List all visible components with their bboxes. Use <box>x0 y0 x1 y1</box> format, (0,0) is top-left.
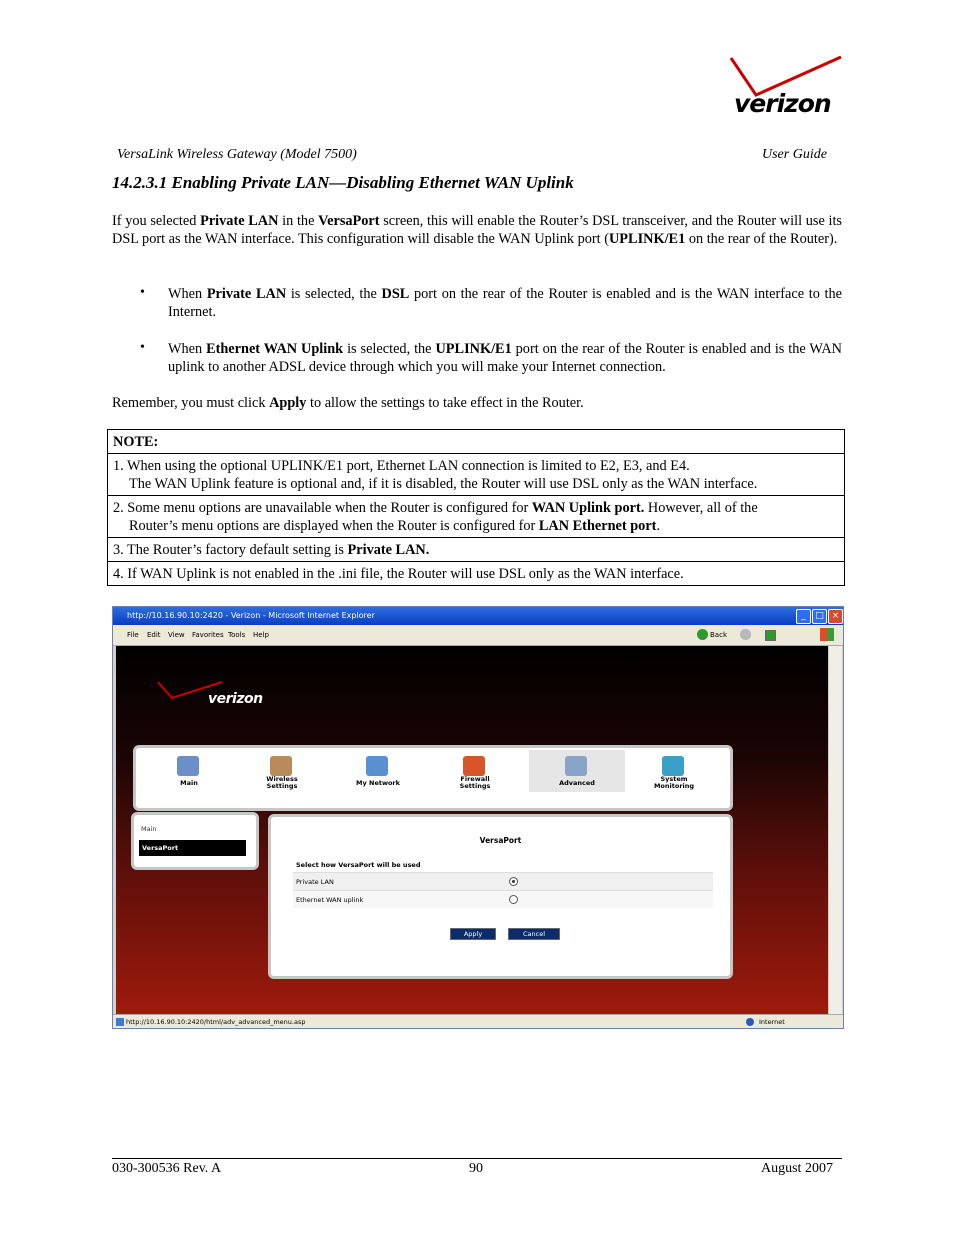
menu-tools[interactable]: Tools <box>228 631 246 639</box>
remember-paragraph: Remember, you must click Apply to allow the settings to take effect in the Router. <box>112 395 584 411</box>
footer-page-number: 90 <box>469 1161 483 1176</box>
panel-title: VersaPort <box>479 836 522 845</box>
close-icon[interactable]: × <box>828 609 843 624</box>
menu-view[interactable]: View <box>168 631 185 639</box>
verizon-logo <box>728 55 844 123</box>
system-monitoring-icon <box>662 756 684 776</box>
side-menu-versaport[interactable]: VersaPort <box>139 840 246 856</box>
router-web-page <box>116 646 828 1014</box>
browser-menubar <box>113 625 843 646</box>
bullet-private-lan: When Private LAN is selected, the DSL port on the rear of the Router is enabled and is the WAN interface to the Internet. <box>168 286 842 320</box>
maximize-icon[interactable]: □ <box>812 609 827 624</box>
status-url: http://10.16.90.10:2420/html/adv_advanced_menu.asp <box>126 1018 306 1026</box>
my-network-icon <box>366 756 388 776</box>
menu-file[interactable]: File <box>127 631 139 639</box>
apply-button[interactable]: Apply <box>450 928 496 940</box>
radio-ethernet-wan[interactable] <box>509 895 518 904</box>
windows-logo-icon <box>820 628 834 641</box>
browser-title: http://10.16.90.10:2420 - Verizon - Microsoft Internet Explorer <box>127 611 375 620</box>
intro-paragraph: If you selected Private LAN in the VersaPort screen, this will enable the Router’s DSL transceiver, and the Router will use its DSL port as the WAN interface. This configuration will disable the WAN Uplink port (UPLINK/E1 on the rear of the Router). <box>112 213 842 247</box>
option-label-private-lan: Private LAN <box>296 878 334 886</box>
note-item-4: 4. If WAN Uplink is not enabled in the .ini file, the Router will use DSL only as the WAN interface. <box>108 562 845 586</box>
header-doc-type: User Guide <box>762 147 827 162</box>
menu-edit[interactable]: Edit <box>147 631 161 639</box>
nav-system-monitoring[interactable]: System Monitoring <box>626 756 722 798</box>
firewall-icon <box>463 756 485 776</box>
globe-icon <box>746 1018 754 1026</box>
browser-titlebar <box>113 607 843 625</box>
bullet-marker: • <box>140 285 145 300</box>
radio-private-lan[interactable] <box>509 877 518 886</box>
browser-screenshot <box>112 606 844 1029</box>
main-icon <box>177 756 199 776</box>
footer-doc-number: 030-300536 Rev. A <box>112 1161 222 1176</box>
vertical-scrollbar[interactable] <box>828 646 842 1014</box>
note-item-2: 2. Some menu options are unavailable when the Router is configured for WAN Uplink port. However, all of the Router’s menu options are displayed when the Router is configured for LAN Ethernet port. <box>108 496 845 538</box>
option-label-ethernet-wan: Ethernet WAN uplink <box>296 896 364 904</box>
side-menu-main[interactable]: Main <box>141 825 157 833</box>
verizon-logo-text: verizon <box>734 89 831 118</box>
note-heading: NOTE: <box>108 430 845 454</box>
versaport-panel <box>268 814 733 979</box>
top-navigation <box>133 745 733 811</box>
bullet-marker: • <box>140 340 145 355</box>
back-arrow-icon[interactable] <box>697 629 708 640</box>
nav-wireless-settings[interactable]: Wireless Settings <box>234 756 330 798</box>
back-button[interactable]: Back <box>710 631 727 639</box>
minimize-icon[interactable]: _ <box>796 609 811 624</box>
status-zone: Internet <box>759 1018 785 1026</box>
browser-statusbar <box>113 1014 843 1029</box>
select-label: Select how VersaPort will be used <box>296 861 421 869</box>
note-table <box>107 429 845 586</box>
note-item-1: 1. When using the optional UPLINK/E1 port, Ethernet LAN connection is limited to E2, E3, and E4. The WAN Uplink feature is optional and, if it is disabled, the Router will use DSL only as the WAN interface. <box>108 454 845 496</box>
side-menu <box>131 812 259 870</box>
bullet-ethernet-wan: When Ethernet WAN Uplink is selected, the UPLINK/E1 port on the rear of the Router is enabled and is the WAN uplink to another ADSL device through which you will make your Internet connection. <box>168 341 842 375</box>
option-row-ethernet-wan <box>293 890 713 908</box>
cancel-button[interactable]: Cancel <box>508 928 560 940</box>
advanced-icon <box>565 756 587 776</box>
header-product-name: VersaLink Wireless Gateway (Model 7500) <box>117 147 357 162</box>
wireless-settings-icon <box>270 756 292 776</box>
note-item-3: 3. The Router’s factory default setting is Private LAN. <box>108 538 845 562</box>
menu-help[interactable]: Help <box>253 631 269 639</box>
nav-firewall-settings[interactable]: Firewall Settings <box>427 756 523 798</box>
nav-advanced[interactable]: Advanced <box>529 750 625 792</box>
menu-favorites[interactable]: Favorites <box>192 631 224 639</box>
section-title: 14.2.3.1 Enabling Private LAN—Disabling Ethernet WAN Uplink <box>112 173 574 192</box>
page-logo-text: verizon <box>208 691 263 707</box>
option-row-private-lan <box>293 872 713 890</box>
footer-date: August 2007 <box>761 1161 833 1176</box>
nav-main[interactable]: Main <box>141 756 237 798</box>
refresh-icon[interactable] <box>765 630 776 641</box>
footer-rule <box>112 1158 842 1159</box>
page-icon <box>116 1018 124 1026</box>
nav-my-network[interactable]: My Network <box>330 756 426 798</box>
forward-arrow-icon[interactable] <box>740 629 751 640</box>
